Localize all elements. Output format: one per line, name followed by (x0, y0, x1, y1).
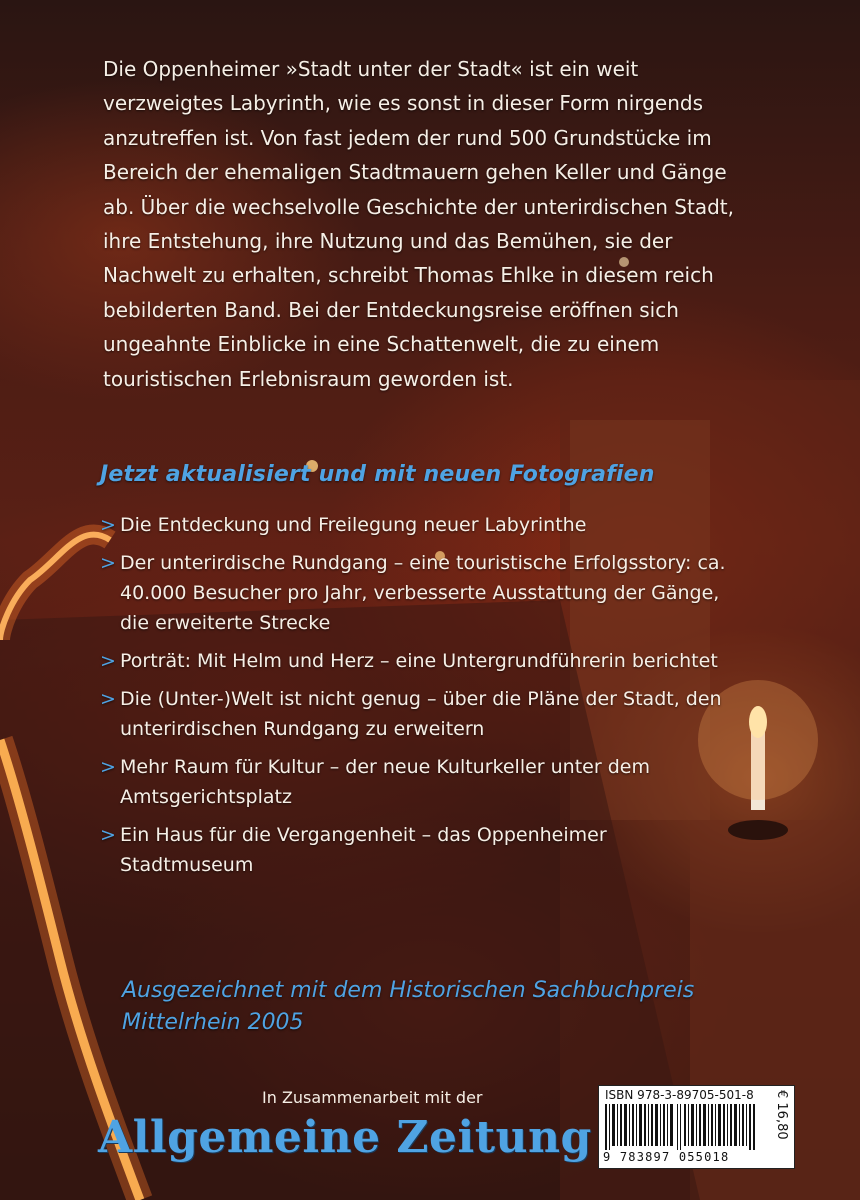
isbn-number: ISBN 978-3-89705-501-8 (605, 1088, 754, 1102)
arrow-icon: > (100, 824, 116, 846)
list-item (100, 820, 740, 880)
feature-text: Der unterirdische Rundgang – eine touristische Erfolgsstory: ca. 40.000 Besucher pro Jahr, verbesserte Ausstattung der Gänge, die erweiterte Strecke (120, 552, 726, 634)
feature-list (100, 510, 740, 888)
newspaper-logo: Allgemeine Zeitung (98, 1112, 592, 1163)
list-item (100, 684, 740, 744)
isbn-barcode-box (598, 1085, 795, 1169)
price-label: € 16,80 (774, 1090, 789, 1140)
feature-text: Die Entdeckung und Freilegung neuer Labyrinthe (120, 514, 587, 536)
barcode-icon (605, 1104, 757, 1150)
award-text: Ausgezeichnet mit dem Historischen Sachbuchpreis Mittelrhein 2005 (122, 978, 695, 1035)
arrow-icon: > (100, 650, 116, 672)
partner-text: In Zusammenarbeit mit der (262, 1088, 483, 1107)
list-item (100, 548, 740, 638)
price-wrap (774, 1090, 791, 1160)
feature-text: Die (Unter-)Welt ist nicht genug – über die Pläne der Stadt, den unterirdischen Rundgang zu erweitern (120, 688, 722, 740)
list-item (100, 510, 740, 540)
arrow-icon: > (100, 756, 116, 778)
feature-text: Mehr Raum für Kultur – der neue Kulturkeller unter dem Amtsgerichtsplatz (120, 756, 650, 808)
list-item (100, 752, 740, 812)
arrow-icon: > (100, 552, 116, 574)
updated-edition-heading: Jetzt aktualisiert und mit neuen Fotografien (100, 462, 655, 487)
blurb-text: Die Oppenheimer »Stadt unter der Stadt« ist ein weit verzweigtes Labyrinth, wie es sonst in dieser Form nirgends anzutreffen ist. Von fast jedem der rund 500 Grundstücke im Bereich der ehemaligen Stadtmauern gehen Keller und Gänge ab. Über die wechselvolle Geschichte der unterirdischen Stadt, ihre Entstehung, ihre Nutzung und das Bemühen, sie der Nachwelt zu erhalten, schreibt Thomas Ehlke in diesem reich bebilderten Band. Bei der Entdeckungsreise eröffnen sich ungeahnte Einblicke in eine Schattenwelt, die zu einem touristischen Erlebnisraum geworden ist. (103, 57, 734, 391)
feature-text: Porträt: Mit Helm und Herz – eine Untergrundführerin berichtet (120, 650, 718, 672)
feature-text: Ein Haus für die Vergangenheit – das Oppenheimer Stadtmuseum (120, 824, 607, 876)
list-item (100, 646, 740, 676)
arrow-icon: > (100, 514, 116, 536)
arrow-icon: > (100, 688, 116, 710)
barcode-digits: 9 783897 055018 (603, 1150, 730, 1164)
